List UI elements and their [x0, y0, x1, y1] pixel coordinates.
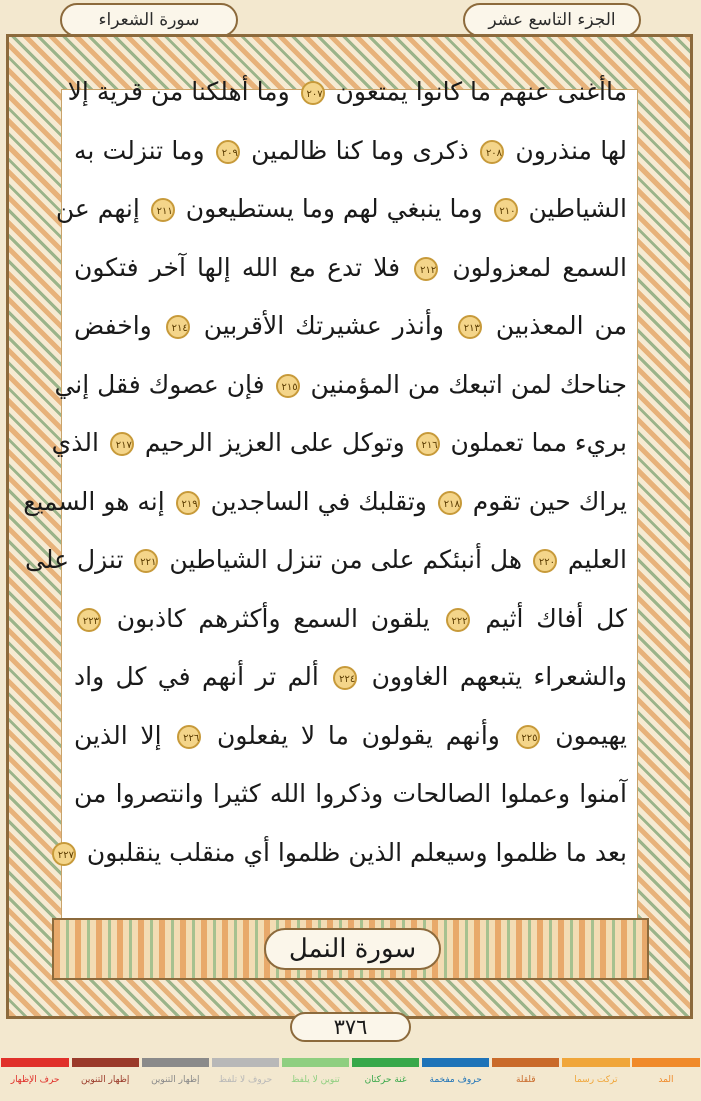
ayah-number-marker: ٢٢٧ — [52, 842, 76, 866]
legend-color-swatch — [422, 1058, 489, 1067]
verse-line — [57, 825, 627, 881]
verse-line — [24, 532, 627, 588]
legend-item — [561, 1058, 631, 1101]
verse-text: وما تنزلت به — [74, 135, 213, 165]
ayah-number-marker: ٢٠٧ — [301, 81, 325, 105]
legend-label: تركت رسما — [574, 1075, 618, 1085]
verse-text: آمنوا وعملوا الصالحات وذكروا الله كثيرا وانتصروا من — [74, 779, 627, 808]
verse-text: فإن عصوك فقل إني — [54, 369, 273, 399]
legend-color-swatch — [492, 1058, 559, 1067]
ayah-number-marker: ٢١٤ — [166, 315, 190, 339]
juz-label: الجزء التاسع عشر — [463, 3, 641, 37]
ayah-number-marker: ٢٢٦ — [177, 725, 201, 749]
legend-color-swatch — [142, 1058, 209, 1067]
verse-text: إلا الذين — [74, 720, 175, 750]
verse-text: ألم تر أنهم في كل واد — [74, 662, 331, 691]
ayah-number-marker: ٢٢٠ — [533, 549, 557, 573]
legend-label: قلقلة — [515, 1075, 536, 1085]
ayah-number-marker: ٢١٣ — [458, 315, 482, 339]
verse-text: العليم — [559, 545, 627, 574]
legend-color-swatch — [72, 1058, 139, 1067]
ayah-number-marker: ٢١٦ — [416, 432, 440, 456]
ayah-number-marker: ٢١٩ — [176, 491, 200, 515]
verse-line — [74, 649, 627, 705]
verse-text: الشياطين — [520, 194, 627, 223]
legend-color-swatch — [632, 1058, 699, 1067]
legend-label: إظهار التنوين — [151, 1075, 200, 1085]
legend-label: حروف مفخمة — [429, 1075, 482, 1085]
verse-line — [74, 766, 627, 822]
legend-color-swatch — [562, 1058, 629, 1067]
ayah-number-marker: ٢١٨ — [438, 491, 462, 515]
legend-item — [421, 1058, 491, 1101]
legend-item — [631, 1058, 701, 1101]
legend-label: المد — [658, 1075, 674, 1085]
verse-line — [74, 298, 627, 354]
legend-item — [210, 1058, 280, 1101]
verse-line — [51, 415, 627, 471]
legend-item — [280, 1058, 350, 1101]
legend-label: حروف لا تلفظ — [218, 1075, 273, 1085]
verse-line — [54, 357, 627, 413]
verse-text: بريء مما تعملون — [442, 428, 627, 457]
legend-label: تنوين لا يلفظ — [291, 1075, 340, 1085]
verse-line — [55, 181, 627, 237]
ayah-number-marker: ٢١٠ — [494, 198, 518, 222]
ayah-number-marker: ٢١٥ — [276, 374, 300, 398]
ayah-number-marker: ٢٢١ — [134, 549, 158, 573]
verse-text: لها منذرون — [507, 135, 627, 165]
verse-text: جناحك لمن اتبعك من المؤمنين — [302, 369, 627, 399]
verse-text: يلقون السمع وأكثرهم كاذبون — [104, 603, 443, 633]
legend-color-swatch — [352, 1058, 419, 1067]
ayah-number-marker: ٢٢٥ — [516, 725, 540, 749]
page-number: ٣٧٦ — [290, 1012, 411, 1042]
verse-text: يراك حين تقوم — [464, 486, 627, 516]
verse-text: بعد ما ظلموا وسيعلم الذين ظلموا أي منقلب ينقلبون — [78, 837, 627, 867]
verse-line — [67, 64, 627, 120]
verse-text: واخفض — [74, 311, 163, 340]
verse-line — [74, 240, 627, 296]
verse-text: وتوكل على العزيز الرحيم — [136, 428, 413, 457]
verse-text: والشعراء يتبعهم الغاوون — [360, 662, 627, 691]
verse-text: وما ينبغي لهم وما يستطيعون — [177, 194, 491, 223]
legend-color-swatch — [1, 1058, 68, 1067]
ayah-number-marker: ٢٢٤ — [333, 666, 357, 690]
verse-text: فلا تدع مع الله إلها آخر فتكون — [74, 252, 412, 282]
legend-color-swatch — [282, 1058, 349, 1067]
verse-text: من المعذبين — [484, 311, 627, 340]
verse-text: تنزل على — [24, 545, 132, 574]
legend-item — [140, 1058, 210, 1101]
verse-text: الذي — [51, 428, 107, 457]
verse-line — [74, 123, 627, 179]
verse-text: ماأغنى عنهم ما كانوا يمتعون — [327, 77, 627, 106]
verse-text: وما أهلكنا من قرية إلا — [67, 77, 298, 106]
surah-label: سورة الشعراء — [60, 3, 238, 37]
ayah-number-marker: ٢٠٨ — [480, 140, 504, 164]
surah-banner — [52, 918, 649, 980]
verse-text: وأنذر عشيرتك الأقربين — [192, 311, 455, 340]
verse-line — [74, 708, 627, 764]
verse-text: ذكرى وما كنا ظالمين — [242, 135, 478, 165]
verse-line — [74, 591, 627, 647]
verse-text: وأنهم يقولون ما لا يفعلون — [204, 720, 513, 750]
legend-item — [491, 1058, 561, 1101]
verse-text: كل أفاك أثيم — [472, 603, 627, 633]
ayah-number-marker: ٢٢٢ — [446, 608, 470, 632]
ayah-number-marker: ٢١٢ — [414, 257, 438, 281]
legend-item — [70, 1058, 140, 1101]
verse-text: يهيمون — [542, 720, 628, 750]
legend-item — [0, 1058, 70, 1101]
verse-text: السمع لمعزولون — [441, 252, 627, 282]
verse-text: وتقلبك في الساجدين — [202, 486, 435, 516]
ayah-number-marker: ٢٠٩ — [216, 140, 240, 164]
ayah-number-marker: ٢١١ — [151, 198, 175, 222]
tajweed-legend — [0, 1058, 701, 1101]
next-surah-title: سورة النمل — [264, 928, 441, 970]
verse-text: إنه هو السميع — [23, 486, 173, 516]
verse-text: هل أنبئكم على من تنزل الشياطين — [161, 545, 530, 574]
ayah-number-marker: ٢٢٣ — [77, 608, 101, 632]
verse-text: إنهم عن — [55, 194, 148, 223]
verse-line — [23, 474, 627, 530]
legend-color-swatch — [212, 1058, 279, 1067]
legend-item — [351, 1058, 421, 1101]
ayah-number-marker: ٢١٧ — [110, 432, 134, 456]
legend-label: حرف الإظهار — [10, 1075, 60, 1085]
legend-label: إظهار التنوين — [80, 1075, 130, 1085]
legend-label: غنة حركتان — [364, 1075, 407, 1085]
